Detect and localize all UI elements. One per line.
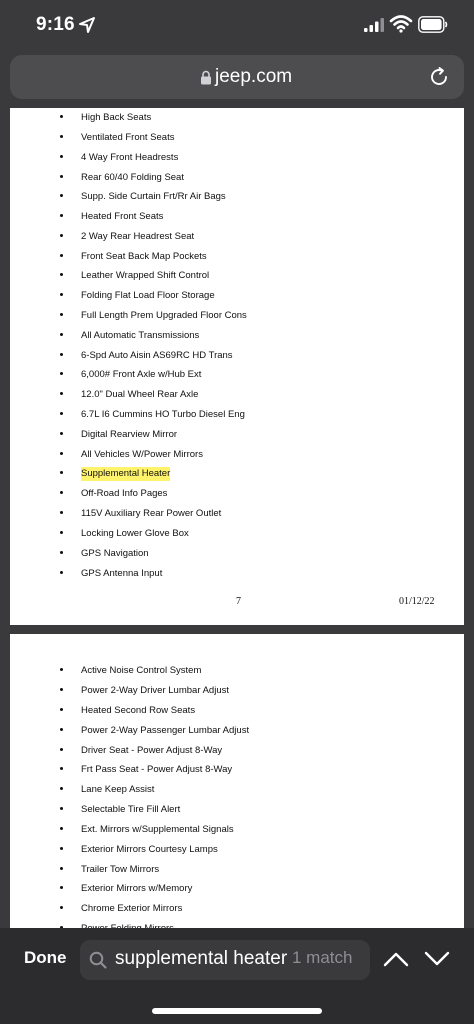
list-item: Frt Pass Seat - Power Adjust 8-Way [10, 763, 464, 783]
address-domain: jeep.com [215, 66, 293, 87]
lock-icon [200, 70, 212, 85]
reload-icon[interactable] [428, 66, 450, 88]
list-item: GPS Antenna Input [10, 567, 464, 587]
list-item-search-match [10, 467, 464, 487]
list-item: High Back Seats [10, 111, 464, 131]
list-item: 6-Spd Auto Aisin AS69RC HD Trans [10, 349, 464, 369]
find-query-text: supplemental heater [115, 948, 288, 969]
list-item: Heated Front Seats [10, 210, 464, 230]
chevron-down-icon[interactable] [424, 950, 450, 968]
list-item: Ventilated Front Seats [10, 131, 464, 151]
list-item: Digital Rearview Mirror [10, 428, 464, 448]
list-item: 6,000# Front Axle w/Hub Ext [10, 368, 464, 388]
list-item: 4 Way Front Headrests [10, 151, 464, 171]
list-item: Exterior Mirrors w/Memory [10, 882, 464, 902]
list-item: Lane Keep Assist [10, 783, 464, 803]
address-bar[interactable] [10, 55, 464, 99]
list-item: Off-Road Info Pages [10, 487, 464, 507]
list-item: 115V Auxiliary Rear Power Outlet [10, 507, 464, 527]
chevron-up-icon[interactable] [383, 950, 409, 968]
done-button[interactable]: Done [24, 948, 67, 967]
list-item: Folding Flat Load Floor Storage [10, 289, 464, 309]
cellular-signal-icon [364, 18, 384, 32]
wifi-icon [390, 15, 412, 33]
match-count: 1 match [292, 948, 353, 967]
list-item: Trailer Tow Mirrors [10, 863, 464, 883]
list-item: Supp. Side Curtain Frt/Rr Air Bags [10, 190, 464, 210]
list-item: Rear 60/40 Folding Seat [10, 171, 464, 191]
list-item: All Vehicles W/Power Mirrors [10, 448, 464, 468]
list-item: Active Noise Control System [10, 664, 464, 684]
search-icon [89, 951, 107, 969]
web-content[interactable] [0, 108, 474, 928]
status-bar [0, 0, 474, 52]
list-item: Locking Lower Glove Box [10, 527, 464, 547]
battery-icon [418, 16, 448, 33]
home-indicator [152, 1008, 322, 1014]
list-item: Heated Second Row Seats [10, 704, 464, 724]
status-time: 9:16 [36, 14, 75, 35]
list-item: Ext. Mirrors w/Supplemental Signals [10, 823, 464, 843]
list-item: Full Length Prem Upgraded Floor Cons [10, 309, 464, 329]
list-item: GPS Navigation [10, 547, 464, 567]
list-item: Exterior Mirrors Courtesy Lamps [10, 843, 464, 863]
page-number: 7 [236, 596, 241, 607]
list-item: 6.7L I6 Cummins HO Turbo Diesel Eng [10, 408, 464, 428]
pdf-page-8 [10, 634, 464, 934]
browser-toolbar [0, 52, 474, 108]
find-on-page-bar [0, 928, 474, 1024]
list-item: Selectable Tire Fill Alert [10, 803, 464, 823]
search-match-highlight: Supplemental Heater [81, 468, 171, 479]
list-item: Power 2-Way Passenger Lumbar Adjust [10, 724, 464, 744]
list-item: Driver Seat - Power Adjust 8-Way [10, 744, 464, 764]
list-item: Chrome Exterior Mirrors [10, 902, 464, 922]
list-item: Front Seat Back Map Pockets [10, 250, 464, 270]
find-input[interactable] [80, 940, 370, 980]
list-item: All Automatic Transmissions [10, 329, 464, 349]
page-date: 01/12/22 [399, 596, 435, 607]
list-item: 2 Way Rear Headrest Seat [10, 230, 464, 250]
location-arrow-icon [79, 17, 95, 33]
list-item: 12.0" Dual Wheel Rear Axle [10, 388, 464, 408]
list-item: Leather Wrapped Shift Control [10, 269, 464, 289]
list-item: Power 2-Way Driver Lumbar Adjust [10, 684, 464, 704]
pdf-page-7 [10, 108, 464, 625]
